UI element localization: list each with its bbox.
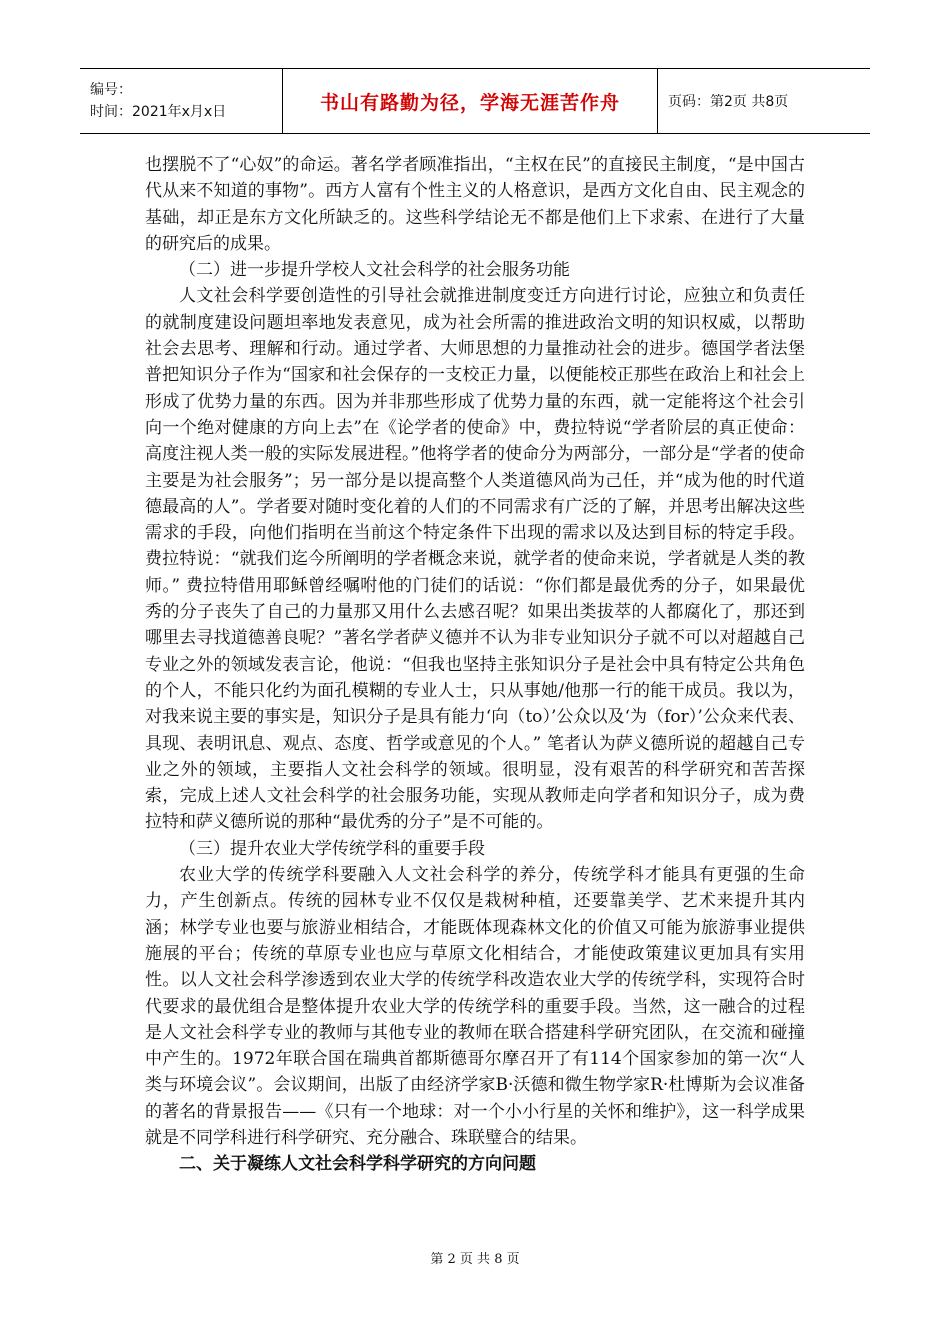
section-heading-2: 二、关于凝练人文社会科学科学研究的方向问题 [179, 1154, 536, 1175]
paragraph-1: 也摆脱不了“心奴”的命运。著名学者顾准指出，“主权在民”的直接民主制度，“是中国古代从来不知道的事物”。西方人富有个性主义的人格意识，是西方文化自由、民主观念的基础，却正是东方文化所缺乏的。这些科学结论无不都是他们上下求索、在进行了大量的研究后的成果。 [145, 155, 805, 254]
document-body [145, 152, 805, 1178]
paragraph-3: 农业大学的传统学科要融入人文社会科学的养分，传统学科才能具有更强的生命力，产生创新点。传统的园林专业不仅仅是栽树种植，还要靠美学、艺术来提升其内涵；林学专业也要与旅游业相结合，才能既体现森林文化的价值又可能为旅游事业提供施展的平台；传统的草原专业也应与草原文化相结合，才能使政策建议更加具有实用性。以人文社会科学渗透到农业大学的传统学科改造农业大学的传统学科，实现符合时代要求的最优组合是整体提升农业大学的传统学科的重要手段。当然，这一融合的过程是人文社会科学专业的教师与其他专业的教师在联合搭建科学研究团队，在交流和碰撞中产生的。1972年联合国在瑞典首都斯德哥尔摩召开了有114个国家参加的第一次“人类与环境会议”。会议期间，出版了由经济学家B·沃德和微生物学家R·杜博斯为会议准备的著名的背景报告——《只有一个地球：对一个小小行星的关怀和维护》，这一科学成果就是不同学科进行科学研究、充分融合、珠联璧合的结果。 [145, 865, 805, 1148]
subheading-2: （二）进一步提升学校人文社会科学的社会服务功能 [179, 260, 570, 281]
header-motto-cell [283, 69, 658, 133]
page-header [80, 68, 870, 134]
header-page-cell [658, 69, 870, 133]
subheading-3: （三）提升农业大学传统学科的重要手段 [179, 838, 485, 859]
doc-time-label: 时间：2021年x月x日 [90, 104, 227, 120]
header-meta [80, 69, 283, 133]
paragraph-2: 人文社会科学要创造性的引导社会就推进制度变迁方向进行讨论，应独立和负责任的就制度建设问题坦率地发表意见，成为社会所需的推进政治文明的知识权威，以帮助社会去思考、理解和行动。通过学者、大师思想的力量推动社会的进步。德国学者法堡普把知识分子作为“国家和社会保存的一支校正力量，以便能校正那些在政治上和社会上形成了优势力量的东西。因为并非那些形成了优势力量的东西，就一定能将这个社会引向一个绝对健康的方向上去”在《论学者的使命》中，费拉特说“学者阶层的真正使命：高度注视人类一般的实际发展进程。”他将学者的使命分为两部分，一部分是“学者的使命主要是为社会服务”；另一部分是以提高整个人类道德风尚为己任，并“成为他的时代道德最高的人”。学者要对随时变化着的人们的不同需求有广泛的了解，并思考出解决这些需求的手段，向他们指明在当前这个特定条件下出现的需求以及达到目标的特定手段。费拉特说：“就我们迄今所阐明的学者概念来说，就学者的使命来说，学者就是人类的教师。” 费拉特借用耶稣曾经嘱咐他的门徒们的话说：“你们都是最优秀的分子，如果最优秀的分子丧失了自己的力量那又用什么去感召呢？如果出类拔萃的人都腐化了，那还到哪里去寻找道德善良呢？”著名学者萨义德并不认为非专业知识分子就不可以对超越自己专业之外的领域发表言论，他说：“但我也坚持主张知识分子是社会中具有特定公共角色的个人，不能只化约为面孔模糊的专业人士，只从事她/他那一行的能干成员。我以为，对我来说主要的事实是，知识分子是具有能力‘向（to）’公众以及‘为（for）’公众来代表、具现、表明讯息、观点、态度、哲学或意见的个人。” 笔者认为萨义德所说的超越自己专业之外的领域，主要指人文社会科学的领域。很明显，没有艰苦的科学研究和苦苦探索，完成上述人文社会科学的社会服务功能，实现从教师走向学者和知识分子，成为费拉特和萨义德所说的那种“最优秀的分子”是不可能的。 [145, 286, 805, 833]
page-footer [0, 1248, 950, 1267]
header-motto: 书山有路勤为径，学海无涯苦作舟 [319, 91, 620, 114]
doc-number-label: 编号： [90, 82, 132, 98]
header-page-number: 页码：第2页 共8页 [668, 94, 789, 110]
footer-page-number: 第 2 页 共 8 页 [430, 1252, 520, 1267]
